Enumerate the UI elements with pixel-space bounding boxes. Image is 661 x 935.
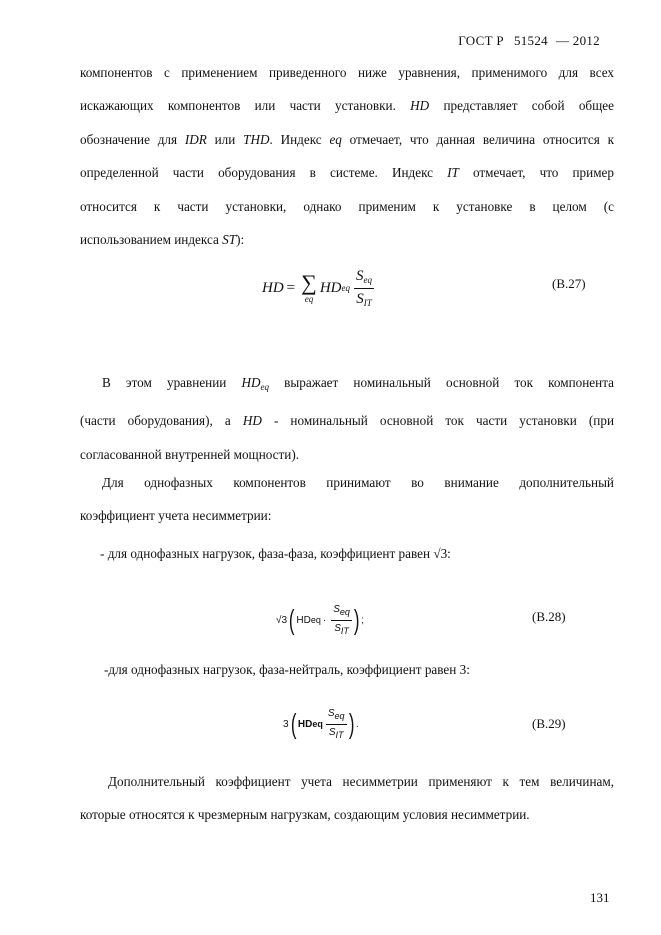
text-line: компонентов с применением приведенного ниже уравнения, применимого для всех	[80, 65, 614, 80]
equation-number-b29: (В.29)	[532, 716, 566, 731]
text-line: обозначение для IDR или THD. Индекс eq отмечает, что данная величина относится к	[80, 131, 614, 147]
formula-b27: HD = ∑ eq HD eq $\frac{S_{eq}}{S_{IT}}$	[262, 268, 372, 308]
text-line: согласованной внутренней мощности).	[80, 446, 300, 462]
text-line: - для однофазных нагрузок, фаза-фаза, коэффициент равен √3:	[100, 546, 451, 561]
header-standard: ГОСТ Р	[458, 33, 504, 48]
paragraph-6	[80, 765, 614, 832]
text-line: Для однофазных компонентов принимают во внимание дополнительный	[102, 475, 614, 490]
fraction: $\frac{S_{eq}}{S_{IT}}$	[327, 708, 345, 740]
formula-b29: 3 ( HD eq $\frac{S_{eq}}{S_{IT}}$ ) .	[283, 708, 359, 740]
text-line: искажающих компонентов или части установки. HD представляет собой общее	[80, 98, 615, 114]
text-line: относится к части установки, однако применим к установке в целом (с	[80, 198, 614, 214]
text-line: которые относятся к чрезмерным нагрузкам, создающим условия несимметрии.	[80, 807, 530, 823]
text-line: коэффициент учета несимметрии:	[80, 508, 272, 524]
formula-b28: √3 ( HD eq · $\frac{S_{eq}}{S_{IT}}$ ) ;	[276, 604, 364, 636]
text-line: использованием индекса ST):	[80, 232, 245, 248]
sum-symbol: ∑ eq	[301, 270, 317, 305]
equation-number-b28: (В.28)	[532, 609, 566, 624]
equation-number-b27: (В.27)	[552, 276, 586, 291]
page-header	[452, 33, 600, 49]
fraction: $\frac{S_{eq}}{S_{IT}}$	[333, 604, 350, 636]
header-number: 51524	[513, 33, 548, 48]
paragraph-1	[80, 56, 614, 256]
header-year: — 2012	[555, 33, 600, 48]
text-line: Дополнительный коэффициент учета несимметрии применяют к тем величинам,	[108, 774, 614, 789]
text-line: (части оборудования), а HD - номинальный основной ток части установки (при	[80, 413, 615, 429]
paragraph-4	[100, 537, 634, 570]
page-number: 131	[590, 890, 610, 905]
text-line: определенной части оборудования в системе. Индекс IT отмечает, что пример	[80, 165, 614, 181]
paragraph-3	[80, 466, 614, 533]
text-line: В этом уравнении $HD_{eq}$ выражает номинальный основной ток компонента	[102, 375, 614, 392]
text-line: -для однофазных нагрузок, фаза-нейтраль, коэффициент равен 3:	[104, 662, 470, 677]
paragraph-5	[104, 653, 638, 686]
fraction: $\frac{S_{eq}}{S_{IT}}$	[356, 268, 372, 308]
paragraph-2	[80, 366, 614, 471]
